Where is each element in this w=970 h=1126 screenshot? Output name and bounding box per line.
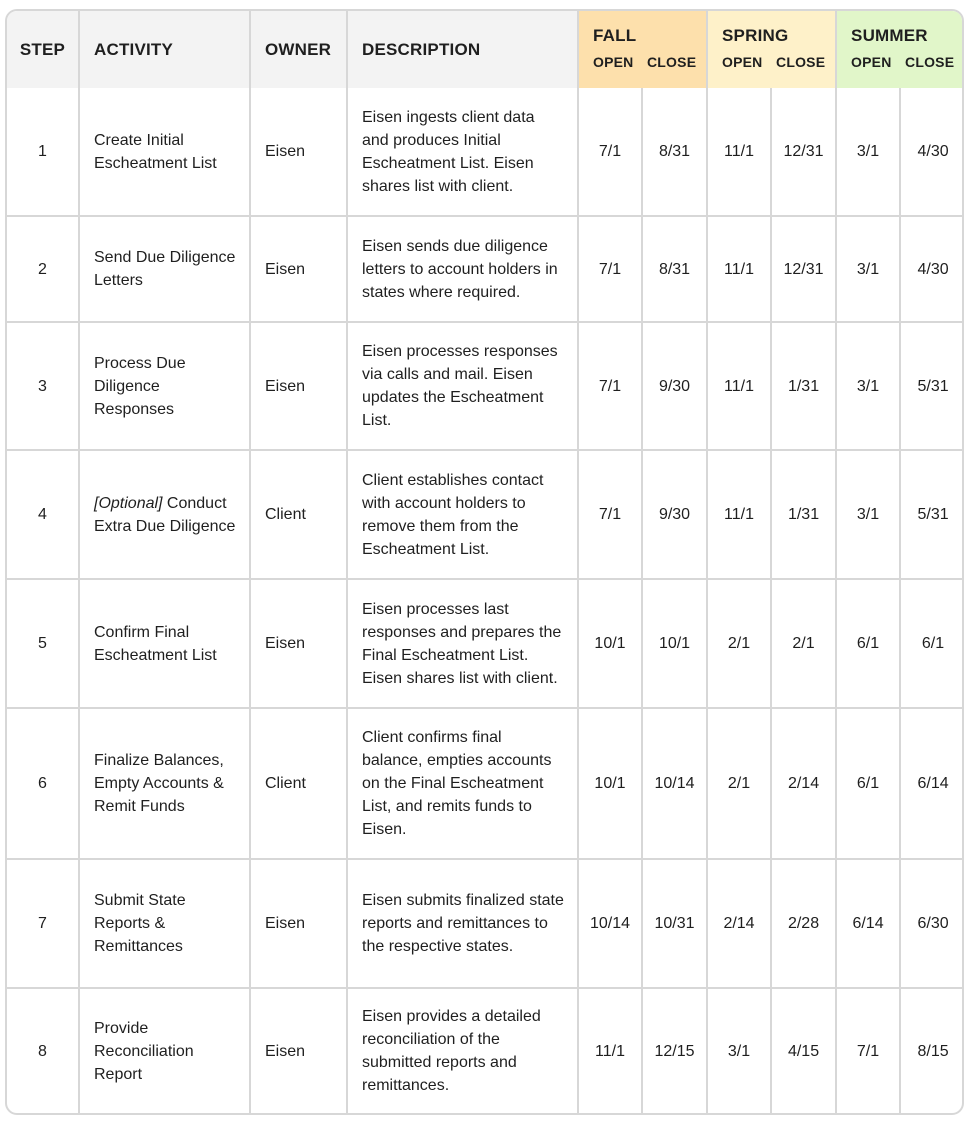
optional-tag: [Optional] [94,494,163,512]
summer-open-cell: 3/1 [836,216,900,322]
header-season-summer [836,11,964,88]
fall-open-cell: 10/1 [578,708,642,859]
table-row [7,579,964,708]
step-cell: 6 [7,708,79,859]
description-cell: Client establishes contact with account holders to remove them from the Escheatment List. [347,450,578,579]
season-name: SPRING [722,26,789,45]
header-row [7,11,964,88]
summer-close-cell: 6/1 [900,579,964,708]
spring-open-cell: 2/1 [707,708,771,859]
owner-cell: Client [250,450,347,579]
spring-close-cell: 12/31 [771,88,836,216]
description-cell: Client confirms final balance, empties accounts on the Final Escheatment List, and remits funds to Eisen. [347,708,578,859]
summer-open-cell: 3/1 [836,450,900,579]
season-name: SUMMER [851,26,928,45]
fall-close-cell: 12/15 [642,988,707,1113]
activity-cell: Send Due Diligence Letters [79,216,250,322]
fall-close-cell: 10/1 [642,579,707,708]
fall-open-cell: 10/1 [578,579,642,708]
summer-close-cell: 5/31 [900,322,964,450]
owner-cell: Eisen [250,988,347,1113]
activity-cell: Process Due Diligence Responses [79,322,250,450]
table-row [7,450,964,579]
step-cell: 8 [7,988,79,1113]
header-description: DESCRIPTION [347,11,578,88]
fall-open-cell: 7/1 [578,450,642,579]
table-row [7,859,964,988]
spring-open-cell: 2/14 [707,859,771,988]
spring-close-cell: 1/31 [771,450,836,579]
fall-close-cell: 10/14 [642,708,707,859]
fall-close-cell: 9/30 [642,450,707,579]
fall-open-cell: 10/14 [578,859,642,988]
activity-cell [79,450,250,579]
summer-close-cell: 4/30 [900,88,964,216]
open-label: OPEN [851,54,892,70]
owner-cell: Eisen [250,859,347,988]
description-cell: Eisen sends due diligence letters to account holders in states where required. [347,216,578,322]
spring-close-cell: 1/31 [771,322,836,450]
spring-open-cell: 3/1 [707,988,771,1113]
fall-open-cell: 7/1 [578,322,642,450]
step-cell: 1 [7,88,79,216]
spring-open-cell: 11/1 [707,322,771,450]
spring-close-cell: 2/28 [771,859,836,988]
close-label: CLOSE [647,54,697,70]
spring-open-cell: 11/1 [707,216,771,322]
description-cell: Eisen submits finalized state reports and remittances to the respective states. [347,859,578,988]
step-cell: 7 [7,859,79,988]
owner-cell: Eisen [250,216,347,322]
fall-close-cell: 10/31 [642,859,707,988]
owner-cell: Eisen [250,579,347,708]
close-label: CLOSE [905,54,955,70]
step-cell: 2 [7,216,79,322]
step-cell: 3 [7,322,79,450]
escheatment-schedule-table-container [5,9,964,1115]
owner-cell: Eisen [250,322,347,450]
activity-cell: Provide Reconciliation Report [79,988,250,1113]
spring-open-cell: 2/1 [707,579,771,708]
summer-close-cell: 6/30 [900,859,964,988]
header-owner: OWNER [250,11,347,88]
season-name: FALL [593,26,637,45]
description-cell: Eisen processes responses via calls and mail. Eisen updates the Escheatment List. [347,322,578,450]
activity-cell: Submit State Reports & Remittances [79,859,250,988]
open-label: OPEN [722,54,763,70]
open-label: OPEN [593,54,634,70]
step-cell: 5 [7,579,79,708]
activity-cell: Finalize Balances, Empty Accounts & Remit Funds [79,708,250,859]
table-row [7,988,964,1113]
spring-close-cell: 4/15 [771,988,836,1113]
summer-close-cell: 5/31 [900,450,964,579]
spring-close-cell: 2/14 [771,708,836,859]
summer-open-cell: 6/14 [836,859,900,988]
summer-close-cell: 6/14 [900,708,964,859]
description-cell: Eisen ingests client data and produces Initial Escheatment List. Eisen shares list with client. [347,88,578,216]
header-season-fall [578,11,707,88]
fall-close-cell: 9/30 [642,322,707,450]
table-row [7,88,964,216]
spring-open-cell: 11/1 [707,88,771,216]
summer-open-cell: 3/1 [836,88,900,216]
summer-close-cell: 8/15 [900,988,964,1113]
spring-close-cell: 12/31 [771,216,836,322]
header-step: STEP [7,11,79,88]
fall-close-cell: 8/31 [642,88,707,216]
table-row [7,216,964,322]
fall-open-cell: 11/1 [578,988,642,1113]
escheatment-schedule-table [7,11,964,1113]
owner-cell: Client [250,708,347,859]
header-activity: ACTIVITY [79,11,250,88]
fall-close-cell: 8/31 [642,216,707,322]
fall-open-cell: 7/1 [578,216,642,322]
activity-text: Conduct Extra Due Diligence [94,494,236,535]
description-cell: Eisen provides a detailed reconciliation of the submitted reports and remittances. [347,988,578,1113]
activity-cell: Create Initial Escheatment List [79,88,250,216]
fall-open-cell: 7/1 [578,88,642,216]
spring-open-cell: 11/1 [707,450,771,579]
table-row [7,322,964,450]
spring-close-cell: 2/1 [771,579,836,708]
summer-open-cell: 3/1 [836,322,900,450]
description-cell: Eisen processes last responses and prepares the Final Escheatment List. Eisen shares list with client. [347,579,578,708]
owner-cell: Eisen [250,88,347,216]
summer-open-cell: 6/1 [836,579,900,708]
table-row [7,708,964,859]
header-season-spring [707,11,836,88]
close-label: CLOSE [776,54,826,70]
step-cell: 4 [7,450,79,579]
activity-cell: Confirm Final Escheatment List [79,579,250,708]
summer-close-cell: 4/30 [900,216,964,322]
summer-open-cell: 7/1 [836,988,900,1113]
summer-open-cell: 6/1 [836,708,900,859]
